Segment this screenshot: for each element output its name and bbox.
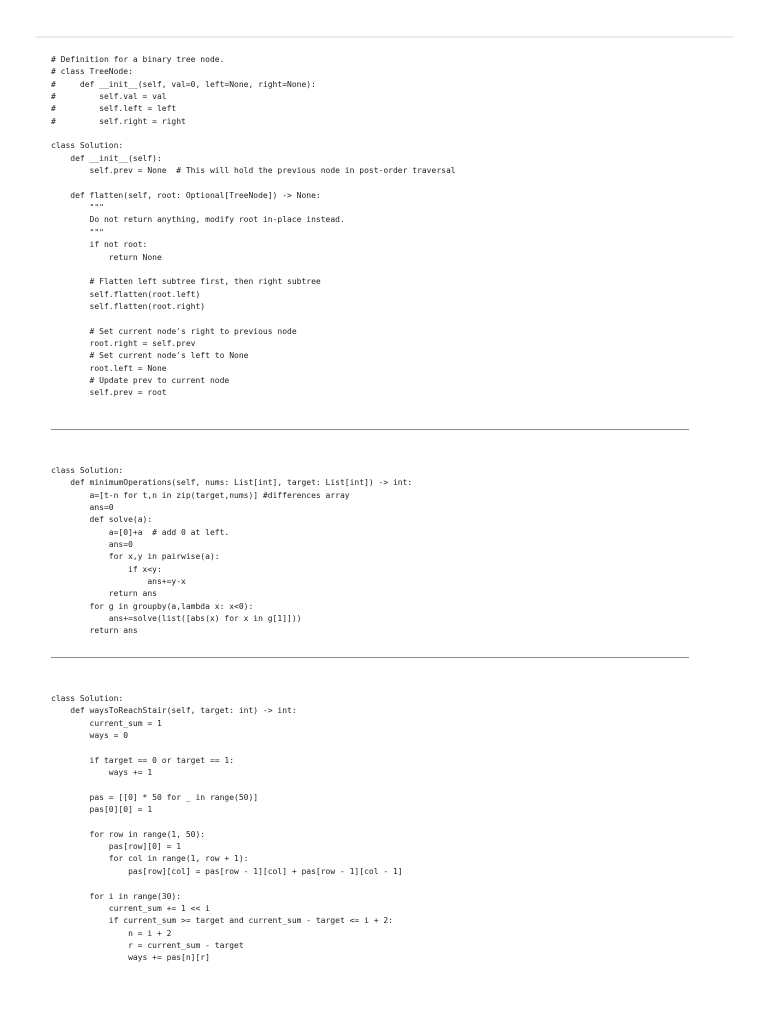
code-line: pas[0][0] = 1 <box>51 805 153 815</box>
code-line: for row in range(1, 50): <box>51 829 206 839</box>
code-line: self.flatten(root.left) <box>51 289 201 299</box>
code-line: current_sum = 1 <box>51 718 162 728</box>
code-line: for i in range(30): <box>51 891 182 901</box>
code-line: # Definition for a binary tree node. <box>51 55 225 64</box>
code-line: pas[row][0] = 1 <box>51 842 182 852</box>
code-line: return ans <box>51 589 157 599</box>
code-block-minimum-operations <box>51 465 412 638</box>
code-block-ways-to-reach-stair <box>51 693 403 965</box>
code-line: def minimumOperations(self, nums: List[int], target: List[int]) -> int: <box>51 478 413 488</box>
code-line: # Flatten left subtree first, then right subtree <box>51 277 321 287</box>
code-line: current_sum += 1 << i <box>51 903 210 913</box>
code-line: # self.val = val <box>51 92 167 102</box>
code-line: self.prev = root <box>51 388 167 398</box>
code-line: ways += 1 <box>51 768 153 778</box>
code-line: def waysToReachStair(self, target: int) -> int: <box>51 706 297 716</box>
code-line: for g in groupby(a,lambda x: x<0): <box>51 601 254 611</box>
code-line: # self.right = right <box>51 116 186 126</box>
code-line: ans+=y-x <box>51 577 186 587</box>
code-line: r = current_sum - target <box>51 940 244 950</box>
code-line: if not root: <box>51 240 148 250</box>
code-line: # def __init__(self, val=0, left=None, right=None): <box>51 79 316 89</box>
code-line: def __init__(self): <box>51 153 162 163</box>
code-line: ans+=solve(list([abs(x) for x in g[1]])) <box>51 614 302 624</box>
code-line: a=[t-n for t,n in zip(target,nums)] #differences array <box>51 490 350 500</box>
code-line: self.prev = None # This will hold the previous node in post-order traversal <box>51 166 456 176</box>
code-line: # Update prev to current node <box>51 375 230 385</box>
code-line: self.flatten(root.right) <box>51 301 206 311</box>
code-line: n = i + 2 <box>51 928 172 938</box>
code-line: ways += pas[n][r] <box>51 953 210 963</box>
code-line: class Solution: <box>51 466 124 475</box>
code-line: for col in range(1, row + 1): <box>51 854 249 864</box>
section-divider <box>51 657 689 658</box>
code-line: pas[row][col] = pas[row - 1][col] + pas[row - 1][col - 1] <box>51 866 403 876</box>
code-line: return ans <box>51 626 138 636</box>
code-line: ways = 0 <box>51 731 129 741</box>
code-line: def flatten(self, root: Optional[TreeNode]) -> None: <box>51 190 321 200</box>
code-line: """ <box>51 227 104 237</box>
code-block-flatten <box>51 54 456 400</box>
code-line: a=[0]+a # add 0 at left. <box>51 527 230 537</box>
code-line: ans=0 <box>51 540 133 550</box>
code-line: pas = [[0] * 50 for _ in range(50)] <box>51 792 259 802</box>
code-line: # self.left = left <box>51 104 177 114</box>
code-line: return None <box>51 252 162 262</box>
code-line: ans=0 <box>51 503 114 513</box>
code-line: # class TreeNode: <box>51 67 133 77</box>
code-line: if x<y: <box>51 564 162 574</box>
code-line: if target == 0 or target == 1: <box>51 755 235 765</box>
code-line: """ <box>51 203 104 213</box>
top-rule <box>36 36 733 38</box>
code-line: root.left = None <box>51 363 167 373</box>
code-line: class Solution: <box>51 141 124 151</box>
code-line: Do not return anything, modify root in-place instead. <box>51 215 345 225</box>
code-line: for x,y in pairwise(a): <box>51 552 220 562</box>
code-line: # Set current node's left to None <box>51 351 249 361</box>
code-line: def solve(a): <box>51 515 153 525</box>
code-line: root.right = self.prev <box>51 338 196 348</box>
code-line: if current_sum >= target and current_sum - target <= i + 2: <box>51 916 393 926</box>
code-line: # Set current node's right to previous node <box>51 326 297 336</box>
code-line: class Solution: <box>51 694 124 703</box>
section-divider <box>51 429 689 430</box>
